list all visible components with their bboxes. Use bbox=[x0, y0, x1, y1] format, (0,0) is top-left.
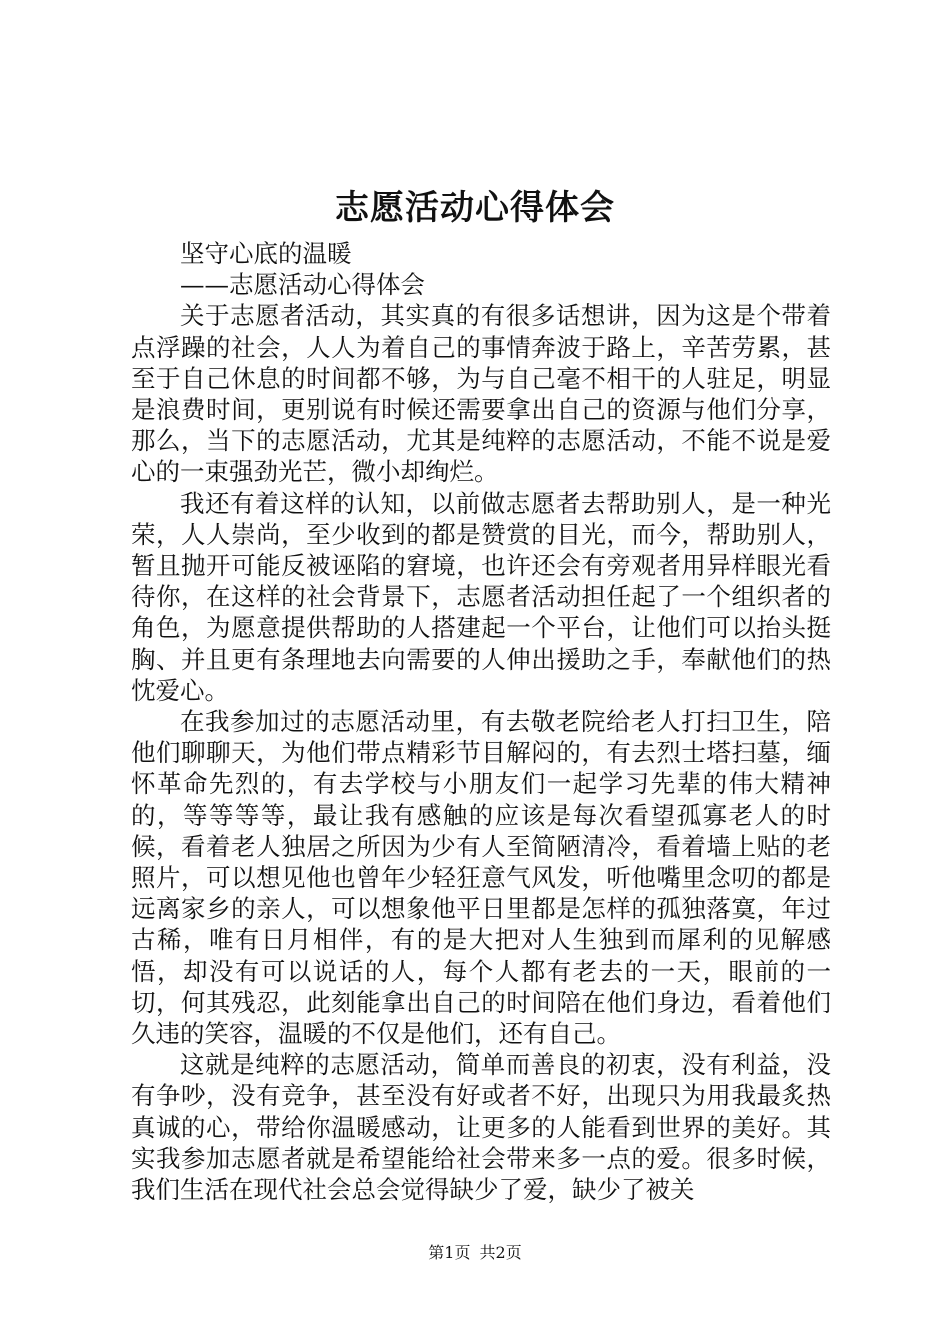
page-number: 第1页 bbox=[428, 1243, 471, 1262]
document-title: 志愿活动心得体会 bbox=[335, 188, 615, 228]
paragraph: 关于志愿者活动，其实真的有很多话想讲，因为这是个带着点浮躁的社会，人人为着自己的事情奔波于路上，辛苦劳累，甚至于自己休息的时间都不够，为与自己毫不相干的人驻足，明显是浪费时间，更别说有时候还需要拿出自己的资源与他们分享，那么，当下的志愿活动，尤其是纯粹的志愿活动，不能不说是爱心的一束强劲光芒，微小却绚烂。 bbox=[131, 301, 831, 487]
subtitle-line: 坚守心底的温暖 bbox=[180, 239, 352, 268]
subtitle-line-2: ——志愿活动心得体会 bbox=[180, 270, 425, 300]
paragraph: 在我参加过的志愿活动里，有去敬老院给老人打扫卫生，陪他们聊聊天，为他们带点精彩节目解闷的，有去烈士塔扫墓，缅怀革命先烈的，有去学校与小朋友们一起学习先辈的伟大精神的，等等等等，最让我有感触的应该是每次看望孤寡老人的时候，看着老人独居之所因为少有人至简陋清冷，看着墙上贴的老照片，可以想见他也曾年少轻狂意气风发，听他嘴里念叨的都是远离家乡的亲人，可以想象他平日里都是怎样的孤独落寞，年过古稀，唯有日月相伴，有的是大把对人生独到而犀利的见解感悟，却没有可以说话的人，每个人都有老去的一天，眼前的一切，何其残忍，此刻能拿出自己的时间陪在他们身边，看着他们久违的笑容，温暖的不仅是他们，还有自己。 bbox=[131, 707, 831, 1049]
paragraph: 这就是纯粹的志愿活动，简单而善良的初衷，没有利益，没有争吵，没有竞争，甚至没有好或者不好，出现只为用我最炙热真诚的心，带给你温暖感动，让更多的人能看到世界的美好。其实我参加志愿者就是希望能给社会带来多一点的爱。很多时候，我们生活在现代社会总会觉得缺少了爱，缺少了被关 bbox=[131, 1050, 831, 1205]
page-footer bbox=[0, 1242, 950, 1264]
paragraph: 我还有着这样的认知，以前做志愿者去帮助别人，是一种光荣，人人崇尚，至少收到的都是赞赏的目光，而今，帮助别人，暂且抛开可能反被诬陷的窘境，也许还会有旁观者用异样眼光看待你，在这样的社会背景下，志愿者活动担任起了一个组织者的角色，为愿意提供帮助的人搭建起一个平台，让他们可以抬头挺胸、并且更有条理地去向需要的人伸出援助之手，奉献他们的热忱爱心。 bbox=[131, 488, 831, 705]
document-body bbox=[131, 238, 831, 1205]
page-total: 共2页 bbox=[479, 1243, 522, 1262]
